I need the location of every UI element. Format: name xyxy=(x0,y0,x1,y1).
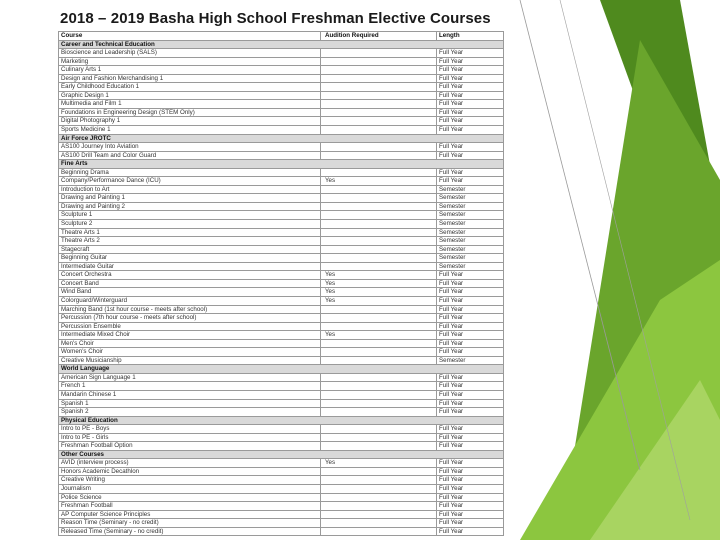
audition-cell xyxy=(321,484,437,493)
table-row xyxy=(59,49,504,58)
table-row xyxy=(59,502,504,511)
audition-cell xyxy=(321,262,437,271)
length-cell: Full Year xyxy=(437,399,504,408)
table-row xyxy=(59,177,504,186)
audition-cell xyxy=(321,83,437,92)
course-cell: Sculpture 2 xyxy=(59,220,321,229)
course-cell: Concert Orchestra xyxy=(59,271,321,280)
course-cell: Beginning Guitar xyxy=(59,254,321,263)
table-row xyxy=(59,168,504,177)
table-row xyxy=(59,228,504,237)
section-row xyxy=(59,134,504,143)
table-row xyxy=(59,459,504,468)
course-document xyxy=(58,10,503,536)
length-cell: Full Year xyxy=(437,433,504,442)
audition-cell xyxy=(321,211,437,220)
audition-cell xyxy=(321,202,437,211)
audition-cell xyxy=(321,194,437,203)
table-row xyxy=(59,185,504,194)
table-row xyxy=(59,408,504,417)
audition-cell xyxy=(321,476,437,485)
audition-cell xyxy=(321,390,437,399)
length-cell: Full Year xyxy=(437,100,504,109)
audition-cell: Yes xyxy=(321,279,437,288)
table-row xyxy=(59,425,504,434)
length-cell: Full Year xyxy=(437,83,504,92)
audition-cell xyxy=(321,168,437,177)
audition-cell xyxy=(321,100,437,109)
course-cell: Journalism xyxy=(59,484,321,493)
length-cell: Semester xyxy=(437,185,504,194)
course-cell: Early Childhood Education 1 xyxy=(59,83,321,92)
table-row xyxy=(59,91,504,100)
audition-cell xyxy=(321,408,437,417)
length-cell: Full Year xyxy=(437,390,504,399)
course-cell: Honors Academic Decathlon xyxy=(59,467,321,476)
table-row xyxy=(59,510,504,519)
length-cell: Full Year xyxy=(437,57,504,66)
course-cell: Marketing xyxy=(59,57,321,66)
audition-cell xyxy=(321,322,437,331)
audition-cell: Yes xyxy=(321,331,437,340)
audition-cell xyxy=(321,237,437,246)
length-cell: Full Year xyxy=(437,288,504,297)
audition-cell xyxy=(321,254,437,263)
audition-cell xyxy=(321,74,437,83)
course-cell: Design and Fashion Merchandising 1 xyxy=(59,74,321,83)
audition-cell xyxy=(321,117,437,126)
audition-cell: Yes xyxy=(321,288,437,297)
course-cell: Theatre Arts 1 xyxy=(59,228,321,237)
length-cell: Full Year xyxy=(437,467,504,476)
course-cell: Marching Band (1st hour course - meets after school) xyxy=(59,305,321,314)
course-cell: Men's Choir xyxy=(59,339,321,348)
section-label: Air Force JROTC xyxy=(59,134,504,143)
table-row xyxy=(59,83,504,92)
table-row xyxy=(59,126,504,135)
table-row xyxy=(59,527,504,536)
audition-cell: Yes xyxy=(321,271,437,280)
length-cell: Full Year xyxy=(437,408,504,417)
course-cell: Sports Medicine 1 xyxy=(59,126,321,135)
course-cell: Drawing and Painting 1 xyxy=(59,194,321,203)
audition-cell xyxy=(321,433,437,442)
course-cell: Mandarin Chinese 1 xyxy=(59,390,321,399)
audition-cell xyxy=(321,348,437,357)
audition-cell xyxy=(321,245,437,254)
audition-cell xyxy=(321,356,437,365)
length-cell: Full Year xyxy=(437,168,504,177)
audition-cell: Yes xyxy=(321,296,437,305)
audition-cell xyxy=(321,442,437,451)
table-row xyxy=(59,442,504,451)
table-row xyxy=(59,390,504,399)
course-cell: Foundations in Engineering Design (STEM Only) xyxy=(59,108,321,117)
audition-cell xyxy=(321,373,437,382)
length-cell: Full Year xyxy=(437,348,504,357)
course-cell: Spanish 1 xyxy=(59,399,321,408)
audition-cell xyxy=(321,502,437,511)
course-cell: Wind Band xyxy=(59,288,321,297)
course-cell: Intro to PE - Boys xyxy=(59,425,321,434)
table-row xyxy=(59,245,504,254)
table-row xyxy=(59,279,504,288)
course-cell: French 1 xyxy=(59,382,321,391)
section-row xyxy=(59,450,504,459)
table-row xyxy=(59,194,504,203)
section-label: Other Courses xyxy=(59,450,504,459)
length-cell: Full Year xyxy=(437,510,504,519)
section-label: World Language xyxy=(59,365,504,374)
audition-cell xyxy=(321,467,437,476)
length-cell: Semester xyxy=(437,237,504,246)
header-course: Course xyxy=(59,32,321,41)
section-label: Physical Education xyxy=(59,416,504,425)
length-cell: Semester xyxy=(437,194,504,203)
audition-cell xyxy=(321,185,437,194)
course-cell: Intermediate Guitar xyxy=(59,262,321,271)
length-cell: Full Year xyxy=(437,373,504,382)
course-cell: Spanish 2 xyxy=(59,408,321,417)
course-cell: Police Science xyxy=(59,493,321,502)
table-row xyxy=(59,57,504,66)
audition-cell xyxy=(321,314,437,323)
length-cell: Full Year xyxy=(437,339,504,348)
length-cell: Full Year xyxy=(437,49,504,58)
audition-cell xyxy=(321,510,437,519)
length-cell: Semester xyxy=(437,262,504,271)
section-row xyxy=(59,365,504,374)
audition-cell xyxy=(321,399,437,408)
section-row xyxy=(59,160,504,169)
table-row xyxy=(59,288,504,297)
audition-cell xyxy=(321,425,437,434)
course-cell: Women's Choir xyxy=(59,348,321,357)
audition-cell: Yes xyxy=(321,177,437,186)
course-cell: Company/Performance Dance (ICU) xyxy=(59,177,321,186)
table-row xyxy=(59,262,504,271)
course-cell: Freshman Football xyxy=(59,502,321,511)
length-cell: Full Year xyxy=(437,74,504,83)
table-row xyxy=(59,220,504,229)
course-cell: AS100 Drill Team and Color Guard xyxy=(59,151,321,160)
length-cell: Full Year xyxy=(437,493,504,502)
audition-cell xyxy=(321,382,437,391)
table-row xyxy=(59,151,504,160)
length-cell: Full Year xyxy=(437,108,504,117)
length-cell: Full Year xyxy=(437,91,504,100)
audition-cell xyxy=(321,527,437,536)
table-row xyxy=(59,202,504,211)
course-cell: Colorguard/Winterguard xyxy=(59,296,321,305)
course-cell: Intermediate Mixed Choir xyxy=(59,331,321,340)
length-cell: Full Year xyxy=(437,314,504,323)
course-table xyxy=(58,31,504,536)
course-cell: Percussion Ensemble xyxy=(59,322,321,331)
course-cell: Theatre Arts 2 xyxy=(59,237,321,246)
course-cell: Creative Writing xyxy=(59,476,321,485)
length-cell: Full Year xyxy=(437,527,504,536)
section-row xyxy=(59,40,504,49)
length-cell: Semester xyxy=(437,211,504,220)
length-cell: Full Year xyxy=(437,519,504,528)
course-cell: Graphic Design 1 xyxy=(59,91,321,100)
table-row xyxy=(59,356,504,365)
table-row xyxy=(59,493,504,502)
audition-cell xyxy=(321,220,437,229)
length-cell: Full Year xyxy=(437,151,504,160)
table-row xyxy=(59,476,504,485)
course-cell: Concert Band xyxy=(59,279,321,288)
course-cell: AVID (interview process) xyxy=(59,459,321,468)
course-cell: Drawing and Painting 2 xyxy=(59,202,321,211)
table-row xyxy=(59,237,504,246)
length-cell: Full Year xyxy=(437,143,504,152)
length-cell: Full Year xyxy=(437,442,504,451)
course-cell: Bioscience and Leadership (SALS) xyxy=(59,49,321,58)
audition-cell xyxy=(321,57,437,66)
length-cell: Semester xyxy=(437,245,504,254)
audition-cell xyxy=(321,519,437,528)
length-cell: Full Year xyxy=(437,484,504,493)
length-cell: Semester xyxy=(437,228,504,237)
audition-cell xyxy=(321,493,437,502)
course-cell: Percussion (7th hour course - meets after school) xyxy=(59,314,321,323)
section-label: Fine Arts xyxy=(59,160,504,169)
course-cell: Creative Musicianship xyxy=(59,356,321,365)
length-cell: Semester xyxy=(437,202,504,211)
length-cell: Full Year xyxy=(437,502,504,511)
audition-cell xyxy=(321,91,437,100)
table-row xyxy=(59,519,504,528)
audition-cell xyxy=(321,143,437,152)
table-row xyxy=(59,305,504,314)
audition-cell xyxy=(321,108,437,117)
length-cell: Semester xyxy=(437,356,504,365)
document-title: 2018 – 2019 Basha High School Freshman Elective Courses xyxy=(60,10,491,27)
course-cell: AP Computer Science Principles xyxy=(59,510,321,519)
table-row xyxy=(59,348,504,357)
audition-cell xyxy=(321,126,437,135)
course-cell: Digital Photography 1 xyxy=(59,117,321,126)
length-cell: Full Year xyxy=(437,177,504,186)
table-row xyxy=(59,467,504,476)
table-row xyxy=(59,314,504,323)
course-cell: Multimedia and Film 1 xyxy=(59,100,321,109)
table-row xyxy=(59,108,504,117)
length-cell: Full Year xyxy=(437,331,504,340)
table-row xyxy=(59,66,504,75)
table-row xyxy=(59,433,504,442)
audition-cell xyxy=(321,151,437,160)
length-cell: Full Year xyxy=(437,425,504,434)
audition-cell xyxy=(321,339,437,348)
table-row xyxy=(59,254,504,263)
length-cell: Semester xyxy=(437,254,504,263)
course-cell: Culinary Arts 1 xyxy=(59,66,321,75)
course-cell: Reason Time (Seminary - no credit) xyxy=(59,519,321,528)
length-cell: Full Year xyxy=(437,296,504,305)
audition-cell: Yes xyxy=(321,459,437,468)
table-row xyxy=(59,117,504,126)
audition-cell xyxy=(321,305,437,314)
table-row xyxy=(59,382,504,391)
table-row xyxy=(59,373,504,382)
length-cell: Full Year xyxy=(437,382,504,391)
section-row xyxy=(59,416,504,425)
length-cell: Full Year xyxy=(437,459,504,468)
table-header-row xyxy=(59,32,504,41)
table-row xyxy=(59,339,504,348)
table-row xyxy=(59,322,504,331)
length-cell: Full Year xyxy=(437,126,504,135)
course-cell: Freshman Football Option xyxy=(59,442,321,451)
length-cell: Semester xyxy=(437,220,504,229)
table-row xyxy=(59,271,504,280)
course-cell: Released Time (Seminary - no credit) xyxy=(59,527,321,536)
table-row xyxy=(59,296,504,305)
table-row xyxy=(59,399,504,408)
length-cell: Full Year xyxy=(437,271,504,280)
length-cell: Full Year xyxy=(437,476,504,485)
audition-cell xyxy=(321,66,437,75)
length-cell: Full Year xyxy=(437,322,504,331)
table-row xyxy=(59,74,504,83)
course-cell: Sculpture 1 xyxy=(59,211,321,220)
table-row xyxy=(59,211,504,220)
audition-cell xyxy=(321,49,437,58)
length-cell: Full Year xyxy=(437,117,504,126)
course-cell: AS100 Journey Into Aviation xyxy=(59,143,321,152)
table-row xyxy=(59,100,504,109)
course-cell: Stagecraft xyxy=(59,245,321,254)
course-cell: American Sign Language 1 xyxy=(59,373,321,382)
length-cell: Full Year xyxy=(437,66,504,75)
audition-cell xyxy=(321,228,437,237)
length-cell: Full Year xyxy=(437,305,504,314)
header-audition: Audition Required xyxy=(321,32,437,41)
section-label: Career and Technical Education xyxy=(59,40,504,49)
table-row xyxy=(59,143,504,152)
course-cell: Introduction to Art xyxy=(59,185,321,194)
table-row xyxy=(59,331,504,340)
table-row xyxy=(59,484,504,493)
course-cell: Intro to PE - Girls xyxy=(59,433,321,442)
length-cell: Full Year xyxy=(437,279,504,288)
course-cell: Beginning Drama xyxy=(59,168,321,177)
header-length: Length xyxy=(437,32,504,41)
